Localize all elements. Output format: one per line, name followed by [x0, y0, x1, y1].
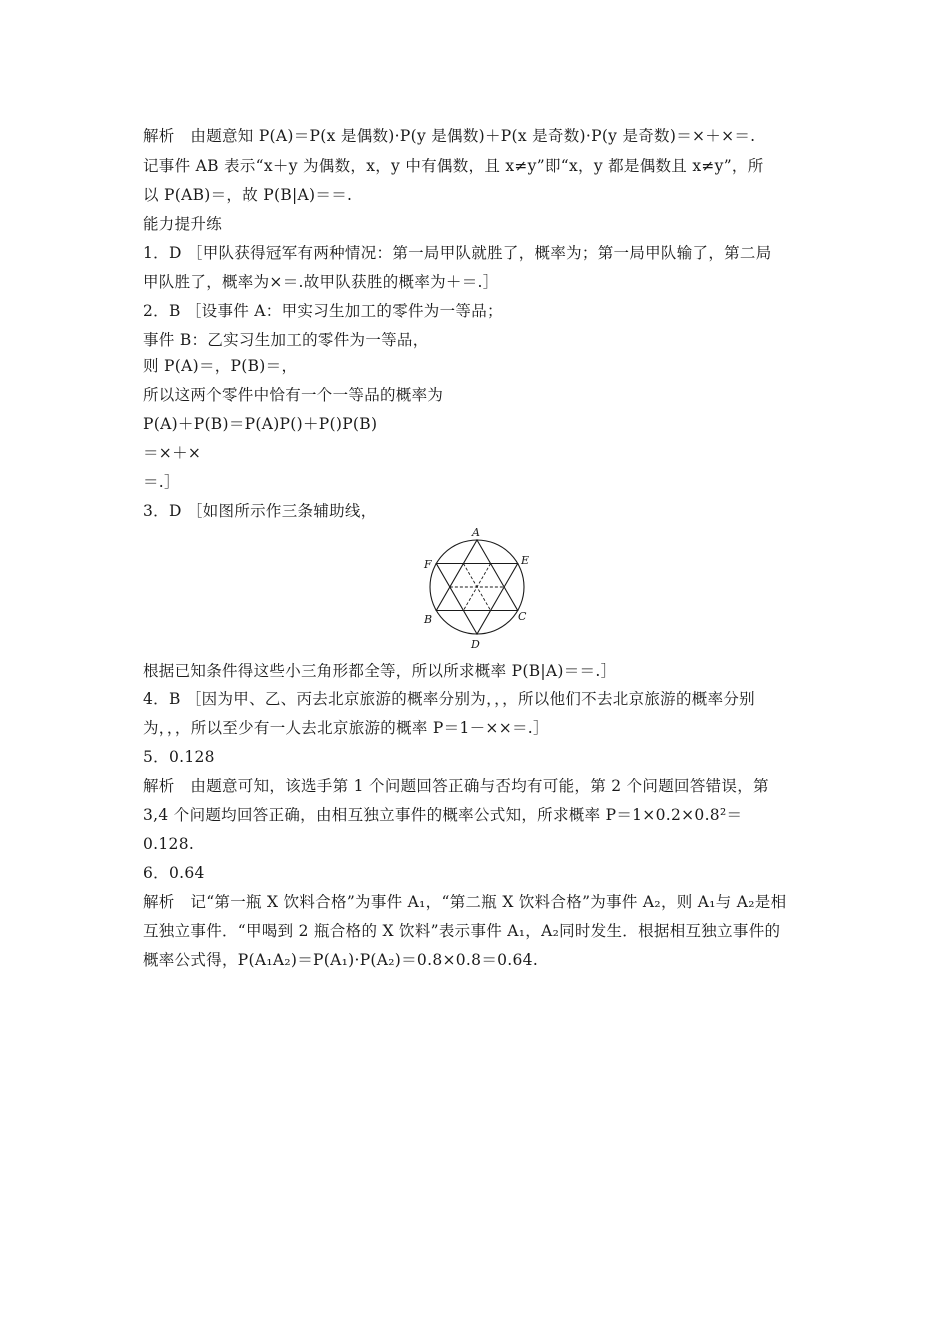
- text-line: P(A)＋P(B)＝P(A)P()＋P()P(B): [143, 415, 378, 433]
- text-line: 1．D ［甲队获得冠军有两种情况：第一局甲队就胜了，概率为；第一局甲队输了，第二局: [143, 244, 772, 262]
- text-line: 根据已知条件得这些小三角形都全等，所以所求概率 P(B|A)＝＝.］: [143, 662, 617, 680]
- text-line: 所以这两个零件中恰有一个一等品的概率为: [143, 386, 444, 404]
- label-a: A: [472, 526, 480, 539]
- text-line: ＝×＋×: [143, 444, 202, 462]
- text-line: 3,4 个问题均回答正确，由相互独立事件的概率公式知，所求概率 P＝1×0.2×0.8²＝: [143, 806, 743, 824]
- hexagram-figure: [418, 523, 536, 653]
- text-line: 解析 由题意知 P(A)＝P(x 是偶数)·P(y 是偶数)＋P(x 是奇数)·P(y 是奇数)＝×＋×＝.: [143, 127, 756, 145]
- text-line: 解析 由题意可知，该选手第 1 个问题回答正确与否均有可能，第 2 个问题回答错误，第: [143, 777, 769, 795]
- text-line: 2．B ［设事件 A：甲实习生加工的零件为一等品；: [143, 302, 503, 320]
- text-line: 概率公式得，P(A₁A₂)＝P(A₁)·P(A₂)＝0.8×0.8＝0.64.: [143, 951, 539, 969]
- text-line: 3．D ［如图所示作三条辅助线，: [143, 502, 377, 520]
- label-f: F: [424, 558, 432, 571]
- text-line: 甲队胜了，概率为×＝.故甲队获胜的概率为＋＝.］: [143, 273, 499, 291]
- text-line: 记事件 AB 表示“x＋y 为偶数，x，y 中有偶数，且 x≠y”即“x，y 都是偶数且 x≠y”，所: [143, 157, 764, 175]
- text-line: 6．0.64: [143, 864, 205, 882]
- text-line: 互独立事件．“甲喝到 2 瓶合格的 X 饮料”表示事件 A₁，A₂同时发生．根据相互独立事件的: [143, 922, 781, 940]
- text-line: 则 P(A)＝，P(B)＝，: [143, 357, 298, 375]
- text-line: ＝.］: [143, 473, 180, 491]
- text-line: 0.128.: [143, 835, 195, 853]
- text-line: 4．B ［因为甲、乙、丙去北京旅游的概率分别为，，，所以他们不去北京旅游的概率分别: [143, 690, 755, 708]
- text-line: 以 P(AB)＝，故 P(B|A)＝＝.: [143, 186, 353, 204]
- label-d: D: [471, 638, 480, 651]
- text-line: 为，，，所以至少有一人去北京旅游的概率 P＝1－××＝.］: [143, 719, 549, 737]
- text-line: 事件 B：乙实习生加工的零件为一等品，: [143, 331, 429, 349]
- section-heading: 能力提升练: [143, 215, 223, 233]
- label-c: C: [518, 610, 527, 623]
- text-line: 5．0.128: [143, 748, 215, 766]
- label-b: B: [424, 613, 433, 626]
- text-line: 解析 记“第一瓶 X 饮料合格”为事件 A₁，“第二瓶 X 饮料合格”为事件 A₂，则 A₁与 A₂是相: [143, 893, 787, 911]
- label-e: E: [521, 554, 530, 567]
